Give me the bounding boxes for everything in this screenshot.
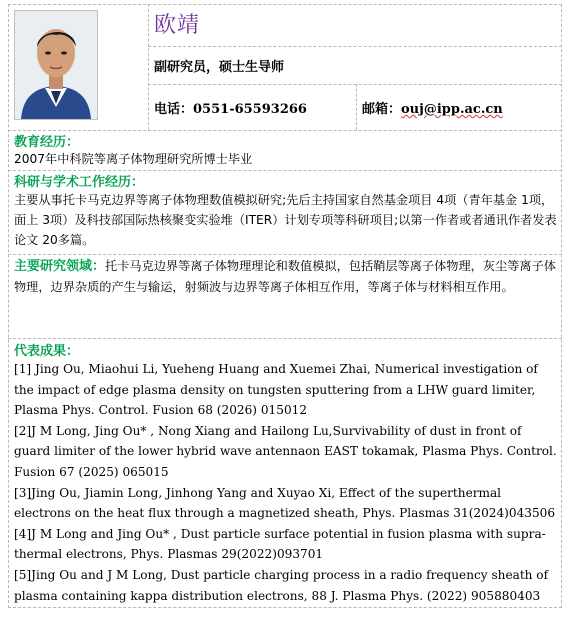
divider (148, 46, 562, 47)
divider (8, 338, 562, 339)
publication-item: [5]Jing Ou and J M Long, Dust particle charging process in a radio frequency sheath of plasma containing kappa distribution electrons, 88 J. Plasma Phys. (2022) 905880403 (14, 567, 549, 603)
phone-field (154, 98, 307, 117)
research-field-heading: 主要研究领域： (14, 259, 106, 274)
education-heading: 教育经历： (14, 135, 80, 150)
divider (356, 84, 357, 130)
person-portrait-icon (15, 11, 97, 119)
phone-label: 电话： (154, 102, 194, 117)
publication-item: [3]Jing Ou, Jiamin Long, Jinhong Yang and Xuyao Xi, Effect of the superthermal electrons on the heat flux through a magnetized sheath, Phys. Plasmas 31(2024)043506 (14, 485, 556, 521)
publication-item: [1] Jing Ou, Miaohui Li, Yueheng Huang and Xuemei Zhai, Numerical investigation of the impact of edge plasma density on tungsten sputtering from a LHW guard limiter, Plasma Phys. Control. Fusion 68 (2026) 015012 (14, 362, 538, 418)
publication-list (14, 359, 559, 606)
divider (148, 4, 149, 130)
publication-item: [4]J M Long and Jing Ou* , Dust particle surface potential in fusion plasma with supra-thermal electrons, Phys. Plasmas 29(2022)093701 (14, 526, 546, 562)
email-label: 邮箱： (362, 102, 402, 117)
person-title: 副研究员，硕士生导师 (154, 60, 285, 75)
research-field-text: 托卡马克边界等离子体物理理论和数值模拟，包括鞘层等离子体物理，灰尘等离子体物理，边界杂质的产生与输运，射频波与边界等离子体相互作用，等离子体与材料相互作用。 (14, 259, 556, 294)
profile-photo (14, 10, 98, 120)
email-value[interactable]: ouj@ipp.ac.cn (401, 102, 503, 117)
research-work-text: 主要从事托卡马克边界等离子体物理数值模拟研究;先后主持国家自然基金项目 4项（青年基金 1项，面上 3项）及科技部国际热核聚变实验堆（ITER）计划专项等科研项目;以第一作者或者通讯作者发表论文 20多篇。 (14, 193, 557, 247)
email-field (362, 98, 503, 117)
divider (8, 254, 562, 255)
person-name: 欧靖 (154, 13, 201, 38)
achievements-heading: 代表成果： (14, 344, 80, 359)
publication-item: [2]J M Long, Jing Ou* , Nong Xiang and Hailong Lu,Survivability of dust in front of guard limiter of the lower hybrid wave antennaon EAST tokamak, Plasma Phys. Control. Fusion 67 (2025) 065015 (14, 423, 557, 479)
education-text: 2007年中科院等离子体物理研究所博士毕业 (14, 152, 253, 166)
research-work-heading: 科研与学术工作经历： (14, 175, 145, 190)
phone-value: 0551-65593266 (193, 102, 307, 117)
research-field-block (14, 256, 558, 297)
divider (148, 84, 562, 85)
divider (8, 130, 562, 131)
